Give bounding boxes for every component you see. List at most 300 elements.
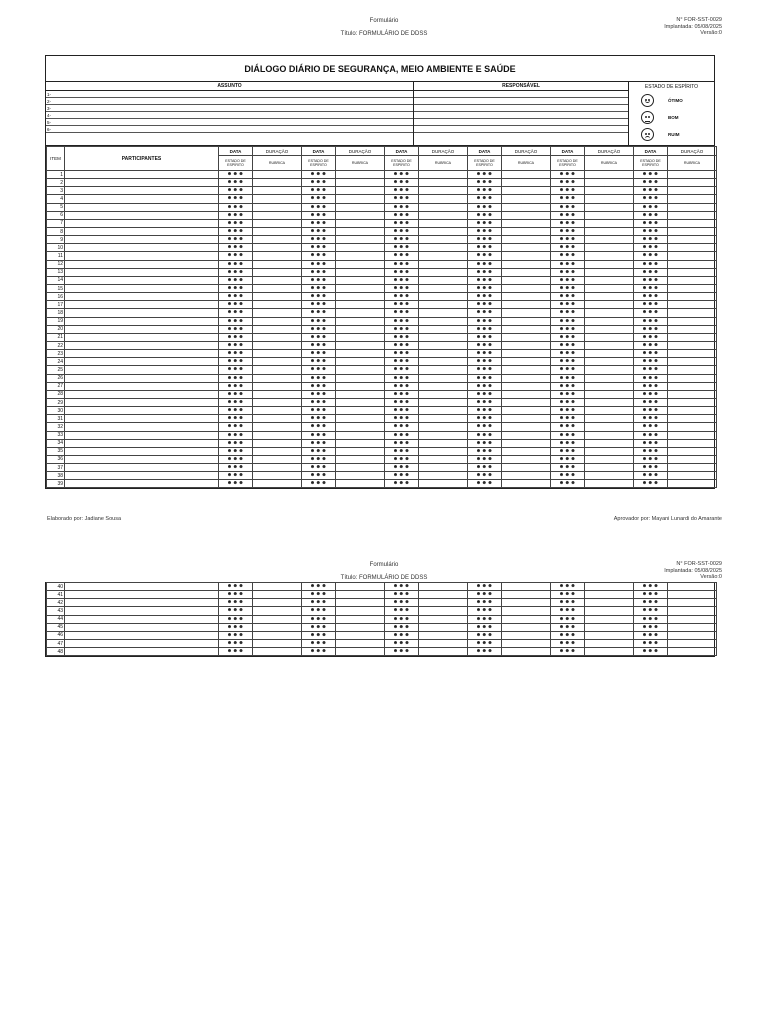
participant-cell[interactable] [65,374,219,382]
signature-cell[interactable] [419,309,468,317]
signature-cell[interactable] [419,431,468,439]
spirit-faces[interactable]: ☻☻☻ [219,382,253,390]
spirit-faces[interactable]: ☻☻☻ [302,252,336,260]
spirit-faces[interactable]: ☻☻☻ [634,203,668,211]
signature-cell[interactable] [585,423,634,431]
signature-cell[interactable] [502,583,551,591]
spirit-faces[interactable]: ☻☻☻ [634,464,668,472]
spirit-faces[interactable]: ☻☻☻ [551,455,585,463]
spirit-faces[interactable]: ☻☻☻ [634,284,668,292]
spirit-faces[interactable]: ☻☻☻ [551,623,585,631]
spirit-faces[interactable]: ☻☻☻ [551,366,585,374]
spirit-faces[interactable]: ☻☻☻ [551,423,585,431]
spirit-faces[interactable]: ☻☻☻ [468,325,502,333]
signature-cell[interactable] [668,350,717,358]
spirit-faces[interactable]: ☻☻☻ [551,268,585,276]
spirit-faces[interactable]: ☻☻☻ [468,382,502,390]
subject-line[interactable]: 2- [46,98,413,105]
spirit-faces[interactable]: ☻☻☻ [551,415,585,423]
signature-cell[interactable] [419,317,468,325]
signature-cell[interactable] [336,309,385,317]
spirit-faces[interactable]: ☻☻☻ [385,219,419,227]
signature-cell[interactable] [585,431,634,439]
spirit-faces[interactable]: ☻☻☻ [302,171,336,179]
spirit-faces[interactable]: ☻☻☻ [468,366,502,374]
spirit-faces[interactable]: ☻☻☻ [468,333,502,341]
spirit-faces[interactable]: ☻☻☻ [302,439,336,447]
signature-cell[interactable] [253,179,302,187]
signature-cell[interactable] [585,472,634,480]
signature-cell[interactable] [419,599,468,607]
spirit-faces[interactable]: ☻☻☻ [385,374,419,382]
spirit-faces[interactable]: ☻☻☻ [302,398,336,406]
signature-cell[interactable] [502,333,551,341]
signature-cell[interactable] [502,480,551,488]
spirit-faces[interactable]: ☻☻☻ [468,472,502,480]
signature-cell[interactable] [668,447,717,455]
signature-cell[interactable] [253,219,302,227]
participant-cell[interactable] [65,341,219,349]
spirit-faces[interactable]: ☻☻☻ [219,203,253,211]
spirit-faces[interactable]: ☻☻☻ [551,317,585,325]
spirit-faces[interactable]: ☻☻☻ [302,317,336,325]
spirit-faces[interactable]: ☻☻☻ [551,227,585,235]
spirit-faces[interactable]: ☻☻☻ [302,390,336,398]
signature-cell[interactable] [336,252,385,260]
signature-cell[interactable] [668,423,717,431]
spirit-faces[interactable]: ☻☻☻ [385,472,419,480]
signature-cell[interactable] [585,607,634,615]
spirit-faces[interactable]: ☻☻☻ [219,390,253,398]
signature-cell[interactable] [336,390,385,398]
signature-cell[interactable] [668,591,717,599]
signature-cell[interactable] [419,591,468,599]
spirit-faces[interactable]: ☻☻☻ [634,382,668,390]
spirit-faces[interactable]: ☻☻☻ [468,398,502,406]
spirit-faces[interactable]: ☻☻☻ [468,252,502,260]
signature-cell[interactable] [585,366,634,374]
signature-cell[interactable] [336,211,385,219]
signature-cell[interactable] [668,439,717,447]
spirit-faces[interactable]: ☻☻☻ [385,607,419,615]
spirit-faces[interactable]: ☻☻☻ [634,648,668,656]
signature-cell[interactable] [502,639,551,647]
spirit-faces[interactable]: ☻☻☻ [634,187,668,195]
signature-cell[interactable] [668,309,717,317]
participant-cell[interactable] [65,203,219,211]
signature-cell[interactable] [502,431,551,439]
signature-cell[interactable] [419,260,468,268]
signature-cell[interactable] [253,350,302,358]
spirit-faces[interactable]: ☻☻☻ [219,374,253,382]
spirit-faces[interactable]: ☻☻☻ [219,244,253,252]
participant-cell[interactable] [65,390,219,398]
participant-cell[interactable] [65,358,219,366]
spirit-faces[interactable]: ☻☻☻ [551,211,585,219]
signature-cell[interactable] [502,187,551,195]
spirit-faces[interactable]: ☻☻☻ [468,195,502,203]
spirit-faces[interactable]: ☻☻☻ [551,358,585,366]
participant-cell[interactable] [65,423,219,431]
signature-cell[interactable] [336,358,385,366]
signature-cell[interactable] [668,407,717,415]
signature-cell[interactable] [585,227,634,235]
spirit-faces[interactable]: ☻☻☻ [468,431,502,439]
spirit-faces[interactable]: ☻☻☻ [302,423,336,431]
signature-cell[interactable] [585,415,634,423]
signature-cell[interactable] [336,480,385,488]
spirit-faces[interactable]: ☻☻☻ [219,398,253,406]
spirit-faces[interactable]: ☻☻☻ [302,219,336,227]
participant-cell[interactable] [65,455,219,463]
spirit-faces[interactable]: ☻☻☻ [219,423,253,431]
spirit-faces[interactable]: ☻☻☻ [302,583,336,591]
spirit-faces[interactable]: ☻☻☻ [385,415,419,423]
spirit-faces[interactable]: ☻☻☻ [302,293,336,301]
spirit-faces[interactable]: ☻☻☻ [219,615,253,623]
spirit-faces[interactable]: ☻☻☻ [302,472,336,480]
spirit-faces[interactable]: ☻☻☻ [634,293,668,301]
signature-cell[interactable] [585,309,634,317]
signature-cell[interactable] [419,366,468,374]
signature-cell[interactable] [253,284,302,292]
spirit-faces[interactable]: ☻☻☻ [385,309,419,317]
signature-cell[interactable] [253,252,302,260]
signature-cell[interactable] [502,293,551,301]
signature-cell[interactable] [668,398,717,406]
signature-cell[interactable] [502,374,551,382]
spirit-faces[interactable]: ☻☻☻ [468,415,502,423]
spirit-faces[interactable]: ☻☻☻ [385,227,419,235]
signature-cell[interactable] [336,203,385,211]
signature-cell[interactable] [336,631,385,639]
spirit-faces[interactable]: ☻☻☻ [385,333,419,341]
signature-cell[interactable] [585,374,634,382]
signature-cell[interactable] [419,179,468,187]
participant-cell[interactable] [65,293,219,301]
spirit-faces[interactable]: ☻☻☻ [219,309,253,317]
spirit-faces[interactable]: ☻☻☻ [302,203,336,211]
participant-cell[interactable] [65,639,219,647]
signature-cell[interactable] [253,203,302,211]
signature-cell[interactable] [668,480,717,488]
signature-cell[interactable] [253,583,302,591]
spirit-faces[interactable]: ☻☻☻ [634,333,668,341]
signature-cell[interactable] [668,244,717,252]
participant-cell[interactable] [65,480,219,488]
signature-cell[interactable] [336,350,385,358]
signature-cell[interactable] [336,333,385,341]
signature-cell[interactable] [419,615,468,623]
signature-cell[interactable] [253,480,302,488]
signature-cell[interactable] [419,390,468,398]
spirit-faces[interactable]: ☻☻☻ [385,325,419,333]
signature-cell[interactable] [419,382,468,390]
spirit-faces[interactable]: ☻☻☻ [302,607,336,615]
participant-cell[interactable] [65,284,219,292]
spirit-faces[interactable]: ☻☻☻ [551,607,585,615]
signature-cell[interactable] [253,615,302,623]
spirit-faces[interactable]: ☻☻☻ [219,301,253,309]
spirit-faces[interactable]: ☻☻☻ [634,455,668,463]
participant-cell[interactable] [65,615,219,623]
signature-cell[interactable] [419,211,468,219]
signature-cell[interactable] [502,171,551,179]
spirit-faces[interactable]: ☻☻☻ [551,390,585,398]
spirit-faces[interactable]: ☻☻☻ [302,268,336,276]
spirit-faces[interactable]: ☻☻☻ [302,211,336,219]
signature-cell[interactable] [668,227,717,235]
signature-cell[interactable] [253,358,302,366]
signature-cell[interactable] [419,415,468,423]
spirit-faces[interactable]: ☻☻☻ [634,639,668,647]
participant-cell[interactable] [65,623,219,631]
spirit-faces[interactable]: ☻☻☻ [219,195,253,203]
subject-line[interactable]: 1- [46,91,413,98]
spirit-faces[interactable]: ☻☻☻ [634,615,668,623]
participant-cell[interactable] [65,309,219,317]
participant-cell[interactable] [65,325,219,333]
signature-cell[interactable] [253,325,302,333]
spirit-faces[interactable]: ☻☻☻ [634,268,668,276]
spirit-faces[interactable]: ☻☻☻ [302,464,336,472]
signature-cell[interactable] [419,423,468,431]
participant-cell[interactable] [65,317,219,325]
spirit-faces[interactable]: ☻☻☻ [468,447,502,455]
spirit-faces[interactable]: ☻☻☻ [219,293,253,301]
spirit-faces[interactable]: ☻☻☻ [468,203,502,211]
spirit-faces[interactable]: ☻☻☻ [385,317,419,325]
spirit-faces[interactable]: ☻☻☻ [302,195,336,203]
spirit-faces[interactable]: ☻☻☻ [302,415,336,423]
spirit-faces[interactable]: ☻☻☻ [219,325,253,333]
signature-cell[interactable] [585,333,634,341]
spirit-faces[interactable]: ☻☻☻ [219,317,253,325]
signature-cell[interactable] [585,439,634,447]
spirit-faces[interactable]: ☻☻☻ [634,366,668,374]
spirit-faces[interactable]: ☻☻☻ [385,615,419,623]
signature-cell[interactable] [502,591,551,599]
signature-cell[interactable] [419,358,468,366]
signature-cell[interactable] [502,455,551,463]
spirit-faces[interactable]: ☻☻☻ [219,599,253,607]
spirit-faces[interactable]: ☻☻☻ [219,341,253,349]
spirit-faces[interactable]: ☻☻☻ [302,301,336,309]
signature-cell[interactable] [253,211,302,219]
signature-cell[interactable] [253,407,302,415]
signature-cell[interactable] [336,260,385,268]
signature-cell[interactable] [502,309,551,317]
participant-cell[interactable] [65,631,219,639]
signature-cell[interactable] [585,591,634,599]
signature-cell[interactable] [585,187,634,195]
spirit-faces[interactable]: ☻☻☻ [302,431,336,439]
spirit-faces[interactable]: ☻☻☻ [468,390,502,398]
signature-cell[interactable] [253,268,302,276]
signature-cell[interactable] [585,171,634,179]
signature-cell[interactable] [585,341,634,349]
signature-cell[interactable] [253,195,302,203]
signature-cell[interactable] [668,374,717,382]
signature-cell[interactable] [585,480,634,488]
spirit-faces[interactable]: ☻☻☻ [302,333,336,341]
signature-cell[interactable] [336,599,385,607]
signature-cell[interactable] [419,219,468,227]
signature-cell[interactable] [668,639,717,647]
signature-cell[interactable] [668,268,717,276]
spirit-faces[interactable]: ☻☻☻ [468,309,502,317]
spirit-faces[interactable]: ☻☻☻ [634,607,668,615]
spirit-faces[interactable]: ☻☻☻ [219,366,253,374]
signature-cell[interactable] [585,260,634,268]
signature-cell[interactable] [253,599,302,607]
spirit-faces[interactable]: ☻☻☻ [634,252,668,260]
spirit-faces[interactable]: ☻☻☻ [385,293,419,301]
spirit-faces[interactable]: ☻☻☻ [219,276,253,284]
spirit-faces[interactable]: ☻☻☻ [468,341,502,349]
signature-cell[interactable] [253,309,302,317]
signature-cell[interactable] [419,268,468,276]
spirit-faces[interactable]: ☻☻☻ [219,333,253,341]
signature-cell[interactable] [419,407,468,415]
responsible-line[interactable] [414,112,628,119]
participant-cell[interactable] [65,366,219,374]
spirit-faces[interactable]: ☻☻☻ [302,350,336,358]
spirit-faces[interactable]: ☻☻☻ [634,472,668,480]
spirit-faces[interactable]: ☻☻☻ [385,431,419,439]
spirit-faces[interactable]: ☻☻☻ [219,179,253,187]
signature-cell[interactable] [668,583,717,591]
spirit-faces[interactable]: ☻☻☻ [551,171,585,179]
spirit-faces[interactable]: ☻☻☻ [634,599,668,607]
signature-cell[interactable] [336,472,385,480]
spirit-faces[interactable]: ☻☻☻ [219,631,253,639]
spirit-faces[interactable]: ☻☻☻ [302,648,336,656]
signature-cell[interactable] [419,607,468,615]
signature-cell[interactable] [336,301,385,309]
spirit-faces[interactable]: ☻☻☻ [551,350,585,358]
signature-cell[interactable] [668,171,717,179]
spirit-faces[interactable]: ☻☻☻ [385,591,419,599]
signature-cell[interactable] [419,447,468,455]
signature-cell[interactable] [585,447,634,455]
spirit-faces[interactable]: ☻☻☻ [219,591,253,599]
spirit-faces[interactable]: ☻☻☻ [385,350,419,358]
spirit-faces[interactable]: ☻☻☻ [551,431,585,439]
signature-cell[interactable] [419,284,468,292]
spirit-faces[interactable]: ☻☻☻ [219,648,253,656]
spirit-faces[interactable]: ☻☻☻ [385,464,419,472]
spirit-faces[interactable]: ☻☻☻ [468,293,502,301]
signature-cell[interactable] [253,398,302,406]
signature-cell[interactable] [419,583,468,591]
signature-cell[interactable] [502,390,551,398]
signature-cell[interactable] [585,211,634,219]
signature-cell[interactable] [668,293,717,301]
signature-cell[interactable] [585,195,634,203]
signature-cell[interactable] [668,211,717,219]
spirit-faces[interactable]: ☻☻☻ [385,244,419,252]
signature-cell[interactable] [336,317,385,325]
spirit-faces[interactable]: ☻☻☻ [634,309,668,317]
spirit-faces[interactable]: ☻☻☻ [634,591,668,599]
signature-cell[interactable] [336,455,385,463]
spirit-faces[interactable]: ☻☻☻ [634,260,668,268]
spirit-faces[interactable]: ☻☻☻ [468,317,502,325]
signature-cell[interactable] [419,398,468,406]
spirit-faces[interactable]: ☻☻☻ [219,607,253,615]
spirit-faces[interactable]: ☻☻☻ [302,309,336,317]
spirit-faces[interactable]: ☻☻☻ [219,431,253,439]
spirit-faces[interactable]: ☻☻☻ [219,219,253,227]
signature-cell[interactable] [668,317,717,325]
signature-cell[interactable] [419,333,468,341]
spirit-faces[interactable]: ☻☻☻ [302,631,336,639]
signature-cell[interactable] [336,276,385,284]
signature-cell[interactable] [336,293,385,301]
signature-cell[interactable] [419,236,468,244]
signature-cell[interactable] [502,648,551,656]
signature-cell[interactable] [585,455,634,463]
signature-cell[interactable] [502,439,551,447]
signature-cell[interactable] [502,341,551,349]
spirit-faces[interactable]: ☻☻☻ [302,615,336,623]
signature-cell[interactable] [336,268,385,276]
spirit-faces[interactable]: ☻☻☻ [634,227,668,235]
participant-cell[interactable] [65,252,219,260]
spirit-faces[interactable]: ☻☻☻ [302,236,336,244]
signature-cell[interactable] [419,203,468,211]
participant-cell[interactable] [65,472,219,480]
spirit-faces[interactable]: ☻☻☻ [551,464,585,472]
spirit-faces[interactable]: ☻☻☻ [551,309,585,317]
signature-cell[interactable] [585,203,634,211]
signature-cell[interactable] [253,447,302,455]
signature-cell[interactable] [336,187,385,195]
participant-cell[interactable] [65,382,219,390]
spirit-faces[interactable]: ☻☻☻ [219,439,253,447]
signature-cell[interactable] [336,284,385,292]
signature-cell[interactable] [585,382,634,390]
signature-cell[interactable] [502,317,551,325]
spirit-faces[interactable]: ☻☻☻ [634,171,668,179]
spirit-faces[interactable]: ☻☻☻ [468,350,502,358]
signature-cell[interactable] [253,382,302,390]
spirit-faces[interactable]: ☻☻☻ [468,455,502,463]
signature-cell[interactable] [668,615,717,623]
signature-cell[interactable] [585,293,634,301]
signature-cell[interactable] [336,374,385,382]
spirit-faces[interactable]: ☻☻☻ [551,203,585,211]
spirit-faces[interactable]: ☻☻☻ [551,219,585,227]
spirit-faces[interactable]: ☻☻☻ [634,219,668,227]
spirit-faces[interactable]: ☻☻☻ [468,171,502,179]
signature-cell[interactable] [336,623,385,631]
spirit-faces[interactable]: ☻☻☻ [551,439,585,447]
signature-cell[interactable] [336,244,385,252]
signature-cell[interactable] [502,219,551,227]
signature-cell[interactable] [336,583,385,591]
signature-cell[interactable] [336,398,385,406]
signature-cell[interactable] [502,284,551,292]
signature-cell[interactable] [502,599,551,607]
participant-cell[interactable] [65,333,219,341]
signature-cell[interactable] [668,472,717,480]
participant-cell[interactable] [65,447,219,455]
spirit-faces[interactable]: ☻☻☻ [551,260,585,268]
spirit-faces[interactable]: ☻☻☻ [219,358,253,366]
spirit-faces[interactable]: ☻☻☻ [468,583,502,591]
